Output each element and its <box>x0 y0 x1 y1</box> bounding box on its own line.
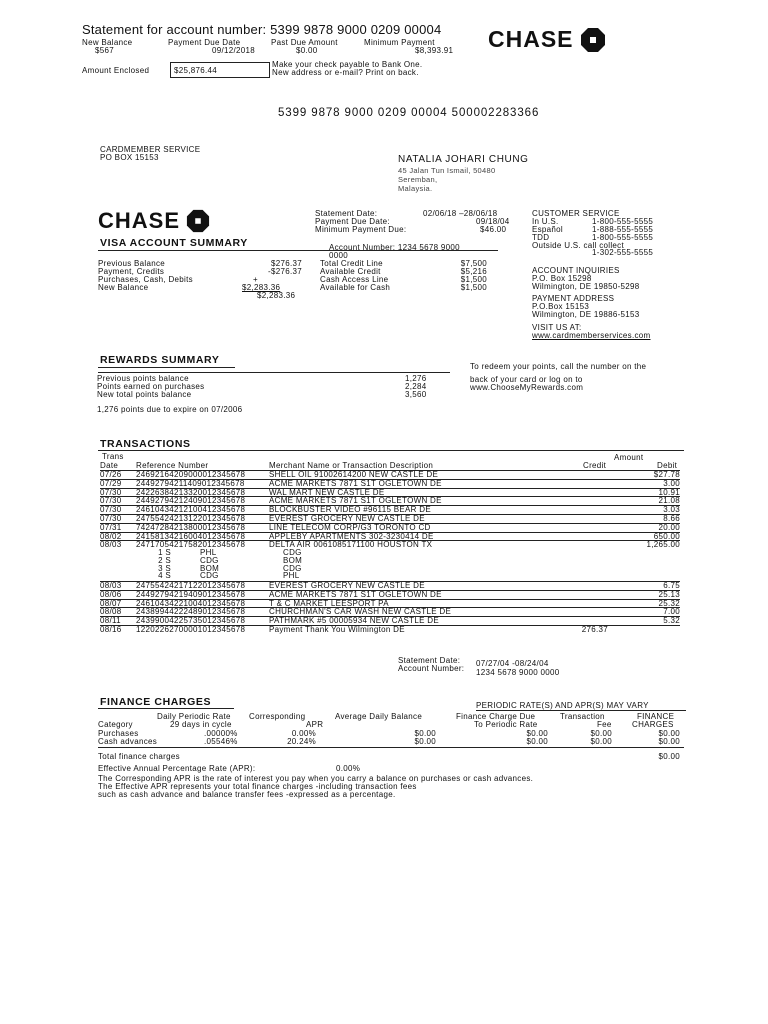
tx-reference: 24755424213122012345678 <box>136 514 269 523</box>
value-past-due: $0.00 <box>296 46 318 55</box>
tx-credit <box>559 506 608 515</box>
table-row <box>100 582 680 591</box>
tx-description: EVEREST GROCERY NEW CASTLE DE <box>269 514 559 523</box>
rewards-value: 2,284 <box>405 382 427 391</box>
flight-leg-number: 1 S <box>158 548 171 557</box>
right-label-1: Available Credit <box>320 267 381 276</box>
table-row <box>100 514 680 523</box>
flight-leg-row <box>100 549 400 557</box>
table-row <box>100 541 680 549</box>
tx-description: Payment Thank You Wilmington DE <box>269 625 559 633</box>
fin-row-fc: $0.00 <box>658 737 680 746</box>
tx-reference: 12202262700001012345678 <box>136 625 269 633</box>
rewards-value: 1,276 <box>405 374 427 383</box>
col-merchant-head: Merchant Name or Transaction Description <box>269 461 434 470</box>
finance-note-2: The Effective APR represents your total finance charges -including transaction fees <box>98 782 417 791</box>
cs-outside-label: Outside U.S. call collect <box>532 241 624 250</box>
inquiries-line-2: Wilmington, DE 19850-5298 <box>532 282 640 291</box>
left-value-2: + <box>253 275 258 284</box>
customer-addr-2: Seremban, <box>398 175 438 184</box>
flight-leg-number: 2 S <box>158 555 171 565</box>
flight-legs-table <box>100 549 400 580</box>
label-past-due: Past Due Amount <box>271 38 338 47</box>
fin-row-fcd: $0.00 <box>526 729 548 738</box>
fin-row-apr: 20.24% <box>287 737 316 746</box>
tx-credit <box>559 497 608 506</box>
tx-debit: 650.00 <box>608 532 680 541</box>
fin-row-apr: 0.00% <box>291 729 316 738</box>
tx-debit: 3.03 <box>608 506 680 515</box>
chase-octagon-icon <box>186 209 210 233</box>
redeem-line-1: To redeem your points, call the number on the <box>470 362 647 371</box>
tx-description: ACME MARKETS 7871 S1T OGLETOWN DE <box>269 479 559 488</box>
flight-leg-to: CDG <box>283 548 302 557</box>
min-payment-value: $46.00 <box>480 225 507 234</box>
eapr-label: Effective Annual Percentage Rate (APR): <box>98 764 256 773</box>
right-value-1: $5,216 <box>460 267 487 276</box>
fin-row-rate: .05546% <box>204 737 238 746</box>
tx-date: 07/30 <box>100 514 136 523</box>
fin-row-rate: .00000% <box>204 729 238 738</box>
left-label-1: Payment, Credits <box>98 267 165 276</box>
trans-head: Trans <box>102 452 124 461</box>
tx-debit: 6.75 <box>608 582 680 591</box>
rewards-expire-note: 1,276 points due to expire on 07/2006 <box>97 405 243 414</box>
payment-address-title: PAYMENT ADDRESS <box>532 294 615 303</box>
fin-head-apr-2: APR <box>306 720 324 729</box>
fin-row-cat: Purchases <box>98 729 139 738</box>
cs-row-value: 1-800-555-5555 <box>592 233 654 242</box>
tx-description: WAL MART NEW CASTLE DE <box>269 488 559 497</box>
tx-date: 08/06 <box>100 590 136 599</box>
label-payment-due-date: Payment Due Date <box>168 38 241 47</box>
finance-note-1: The Corresponding APR is the rate of interest you pay when you carry a balance on purchases or cash advances. <box>98 774 534 783</box>
inquiries-title: ACCOUNT INQUIRIES <box>532 266 620 275</box>
chase-octagon-icon <box>580 27 606 53</box>
tx-date: 08/16 <box>100 625 136 633</box>
tx-description: EVEREST GROCERY NEW CASTLE DE <box>269 582 559 591</box>
tx-reference: 24492794212409012345678 <box>136 497 269 506</box>
tx-date: 07/30 <box>100 506 136 515</box>
tx-credit <box>559 590 608 599</box>
fin-head-fc-2: CHARGES <box>632 720 674 729</box>
fin-head-daily-1: Daily Periodic Rate <box>157 712 231 721</box>
finance-note-3: such as cash advance and balance transfer fees -expressed as a percentage. <box>98 790 396 799</box>
tx-reference: 24755424217122012345678 <box>136 582 269 591</box>
stmt-date-label: Statement Date: <box>315 209 378 218</box>
periodic-note: PERIODIC RATE(S) AND APR(S) MAY VARY <box>476 701 649 710</box>
left-label-2: Purchases, Cash, Debits <box>98 275 193 284</box>
tx-debit: 10.91 <box>608 488 680 497</box>
account-number-line-1: Account Number: 1234 5678 9000 <box>329 243 460 252</box>
flight-leg-to: BOM <box>283 555 303 565</box>
tx-date: 08/07 <box>100 599 136 608</box>
cs-title: CUSTOMER SERVICE <box>532 209 620 218</box>
value-minimum-payment: $8,393.91 <box>415 46 454 55</box>
tx-reference: 24492794211409012345678 <box>136 479 269 488</box>
tx-reference: 24717054217582012345678 <box>136 541 269 549</box>
tx-debit: 20.00 <box>608 523 680 532</box>
customer-addr-1: 45 Jalan Tun Ismail, 50480 <box>398 166 496 175</box>
right-value-0: $7,500 <box>460 259 487 268</box>
cs-row-label: Español <box>532 225 564 234</box>
fin-head-daily-2: 29 days in cycle <box>170 720 232 729</box>
value-payment-due-date: 09/12/2018 <box>212 46 256 55</box>
payment-address-line-1: P.O.Box 15153 <box>532 302 590 311</box>
flight-leg-from: CDG <box>200 571 219 581</box>
tx-reference: 74247284213800012345678 <box>136 523 269 532</box>
tx-reference: 24610434212100412345678 <box>136 506 269 515</box>
fin-head-fcd-2: To Periodic Rate <box>474 720 538 729</box>
fin-row-adb: $0.00 <box>414 729 436 738</box>
left-label-0: Previous Balance <box>98 259 166 268</box>
fin-row-fc: $0.00 <box>658 729 680 738</box>
customer-name: NATALIA JOHARI CHUNG <box>398 154 529 165</box>
eapr-value: 0.00% <box>336 764 361 773</box>
chase-logo-summary <box>98 208 210 234</box>
tx-reference: 24610434221004012345678 <box>136 599 269 608</box>
flight-leg-number: 3 S <box>158 563 171 573</box>
fin-head-category: Category <box>98 720 133 729</box>
tx-debit: 3.00 <box>608 479 680 488</box>
tx-reference: 24492794219409012345678 <box>136 590 269 599</box>
remit-line-1: CARDMEMBER SERVICE <box>100 145 201 154</box>
rewards-value: 3,560 <box>405 390 427 399</box>
tx-debit: 8.66 <box>608 514 680 523</box>
table-row <box>100 471 680 480</box>
table-row <box>100 479 680 488</box>
transactions-table-2 <box>100 581 680 634</box>
col-ref-head: Reference Number <box>136 461 209 470</box>
fin-head-fee-1: Transaction <box>560 712 605 721</box>
right-value-2: $1,500 <box>460 275 487 284</box>
col-date-head: Date <box>100 461 119 470</box>
tx-description: ACME MARKETS 7871 S1T OGLETOWN DE <box>269 497 559 506</box>
tx-credit <box>559 541 608 549</box>
left-value-3: $2,283.36 <box>242 283 281 292</box>
remit-line-2: PO BOX 15153 <box>100 153 159 162</box>
tx-description: SHELL OIL 91002614200 NEW CASTLE DE <box>269 471 559 480</box>
amount-enclosed-value: $25,876.44 <box>174 66 218 75</box>
tx-credit <box>559 582 608 591</box>
tx-reference: 24399004225735012345678 <box>136 617 269 626</box>
fin-head-adb: Average Daily Balance <box>335 712 423 721</box>
chase-logo-text: CHASE <box>98 208 181 233</box>
cs-row-value: 1-888-555-5555 <box>592 225 654 234</box>
tx-reference: 24692164209000012345678 <box>136 471 269 480</box>
flight-leg-row <box>100 572 400 580</box>
chase-logo-top <box>488 26 606 53</box>
divider <box>476 710 686 711</box>
fin-row-cat: Cash advances <box>98 737 158 746</box>
tx-credit <box>559 479 608 488</box>
tx-account-label: Account Number: <box>398 664 465 673</box>
visa-summary-title: VISA ACCOUNT SUMMARY <box>100 237 248 249</box>
flight-leg-to: CDG <box>283 563 302 573</box>
tx-reference: 24389944222489012345678 <box>136 608 269 617</box>
fin-head-fc-1: FINANCE <box>637 712 675 721</box>
value-new-balance: $567 <box>95 46 114 55</box>
fin-head-apr-1: Corresponding <box>249 712 306 721</box>
tx-debit: 5.32 <box>608 617 680 626</box>
label-minimum-payment: Minimum Payment <box>364 38 435 47</box>
payable-note-2: New address or e-mail? Print on back. <box>272 68 419 77</box>
tx-stmt-date-label: Statement Date: <box>398 656 461 665</box>
total-finance-label: Total finance charges <box>98 752 180 761</box>
scan-line: 5399 9878 9000 0209 00004 500002283366 <box>278 107 540 119</box>
redeem-line-2: back of your card or log on to <box>470 375 583 384</box>
tx-credit <box>559 532 608 541</box>
cs-row-value: 1-800-555-5555 <box>592 217 654 226</box>
left-value-1: -$276.37 <box>268 267 302 276</box>
account-number-line-2: 0000 <box>329 251 348 260</box>
left-total: $2,283.36 <box>257 291 296 300</box>
tx-date: 08/11 <box>100 617 136 626</box>
tx-debit: $27.78 <box>608 471 680 480</box>
tx-credit <box>559 523 608 532</box>
fin-head-fee-2: Fee <box>597 720 612 729</box>
left-value-0: $276.37 <box>270 259 302 268</box>
payable-note-1: Make your check payable to Bank One. <box>272 60 423 69</box>
tx-credit <box>559 514 608 523</box>
cs-row-label: In U.S. <box>532 217 559 226</box>
statement-title: Statement for account number: 5399 9878 9000 0209 00004 <box>82 22 442 37</box>
fin-row-fee: $0.00 <box>590 737 612 746</box>
divider <box>98 372 450 373</box>
fin-row-fcd: $0.00 <box>526 737 548 746</box>
tx-credit <box>559 471 608 480</box>
transactions-title: TRANSACTIONS <box>100 438 191 450</box>
divider <box>98 367 235 368</box>
flight-leg-from: CDG <box>200 555 219 565</box>
tx-stmt-date-value: 07/27/04 -08/24/04 <box>476 659 549 668</box>
right-label-0: Total Credit Line <box>320 259 383 268</box>
flight-leg-row <box>100 565 400 573</box>
divider <box>98 708 234 709</box>
flight-leg-to: PHL <box>283 571 300 581</box>
transactions-table <box>100 470 680 549</box>
rewards-label: Previous points balance <box>97 374 189 383</box>
inquiries-line-1: P.O. Box 15298 <box>532 274 592 283</box>
cs-outside-value: 1-302-555-5555 <box>592 248 654 257</box>
tx-debit: 25.13 <box>608 590 680 599</box>
tx-date: 07/30 <box>100 497 136 506</box>
tx-credit <box>559 608 608 617</box>
chase-logo-text: CHASE <box>488 26 574 52</box>
table-row <box>100 625 680 633</box>
right-label-3: Available for Cash <box>320 283 391 292</box>
label-new-balance: New Balance <box>82 38 133 47</box>
cs-row-label: TDD <box>532 233 550 242</box>
fin-head-fcd-1: Finance Charge Due <box>456 712 536 721</box>
amount-enclosed-label: Amount Enclosed <box>82 66 150 75</box>
tx-description: APPLEBY APARTMENTS 302-3230414 DE <box>269 532 559 541</box>
payment-due-value: 09/18/04 <box>476 217 510 226</box>
table-row <box>100 590 680 599</box>
rewards-label: Points earned on purchases <box>97 382 205 391</box>
tx-date: 07/26 <box>100 471 136 480</box>
total-finance-value: $0.00 <box>658 752 680 761</box>
tx-date: 08/03 <box>100 582 136 591</box>
flight-leg-from: BOM <box>200 563 220 573</box>
amount-enclosed-box[interactable] <box>170 62 270 78</box>
flight-leg-from: PHL <box>200 548 217 557</box>
divider <box>98 450 684 451</box>
visit-url-link[interactable]: www.cardmemberservices.com <box>532 331 651 340</box>
rewards-label: New total points balance <box>97 390 192 399</box>
tx-description: BLOCKBUSTER VIDEO #96115 BEAR DE <box>269 506 559 515</box>
right-label-2: Cash Access Line <box>320 275 389 284</box>
tx-date: 08/03 <box>100 541 136 549</box>
tx-description: DELTA AIR 0061085171100 HOUSTON TX <box>269 541 559 549</box>
col-credit-head: Credit <box>583 461 607 470</box>
tx-credit: 276.37 <box>559 625 608 633</box>
tx-date: 08/02 <box>100 532 136 541</box>
customer-addr-3: Malaysia. <box>398 184 433 193</box>
tx-reference: 24158134216004012345678 <box>136 532 269 541</box>
visit-title: VISIT US AT: <box>532 323 582 332</box>
divider <box>98 747 684 748</box>
tx-debit: 25.32 <box>608 599 680 608</box>
amount-head: Amount <box>614 453 644 462</box>
table-row <box>100 523 680 532</box>
fin-row-fee: $0.00 <box>590 729 612 738</box>
tx-date: 07/31 <box>100 523 136 532</box>
tx-description: LINE TELECOM CORP/G3 TORONTO CD <box>269 523 559 532</box>
tx-description: CHURCHMAN'S CAR WASH NEW CASTLE DE <box>269 608 559 617</box>
rewards-title: REWARDS SUMMARY <box>100 354 220 366</box>
tx-credit <box>559 599 608 608</box>
tx-debit: 7.00 <box>608 608 680 617</box>
tx-reference: 24226384213320012345678 <box>136 488 269 497</box>
fin-row-adb: $0.00 <box>414 737 436 746</box>
flight-leg-number: 4 S <box>158 571 171 581</box>
payment-address-line-2: Wilmington, DE 19886-5153 <box>532 310 640 319</box>
tx-date: 08/08 <box>100 608 136 617</box>
min-payment-label: Minimum Payment Due: <box>315 225 407 234</box>
finance-title: FINANCE CHARGES <box>100 696 212 708</box>
payment-due-label: Payment Due Date: <box>315 217 390 226</box>
left-label-3: New Balance <box>98 283 149 292</box>
tx-date: 07/29 <box>100 479 136 488</box>
flight-leg-row <box>100 557 400 565</box>
tx-debit: 1,265.00 <box>608 541 680 549</box>
tx-description: PATHMARK #5 00005934 NEW CASTLE DE <box>269 617 559 626</box>
tx-credit <box>559 488 608 497</box>
tx-date: 07/30 <box>100 488 136 497</box>
stmt-date-value: 02/06/18 –28/06/18 <box>423 209 498 218</box>
tx-description: ACME MARKETS 7871 S1T OGLETOWN DE <box>269 590 559 599</box>
tx-debit <box>608 625 680 633</box>
tx-debit: 21.08 <box>608 497 680 506</box>
tx-description: T & C MARKET LEESPORT PA <box>269 599 559 608</box>
right-value-3: $1,500 <box>460 283 487 292</box>
redeem-line-3: www.ChooseMyRewards.com <box>470 383 584 392</box>
col-debit-head: Debit <box>657 461 678 470</box>
tx-account-value: 1234 5678 9000 0000 <box>476 668 560 677</box>
